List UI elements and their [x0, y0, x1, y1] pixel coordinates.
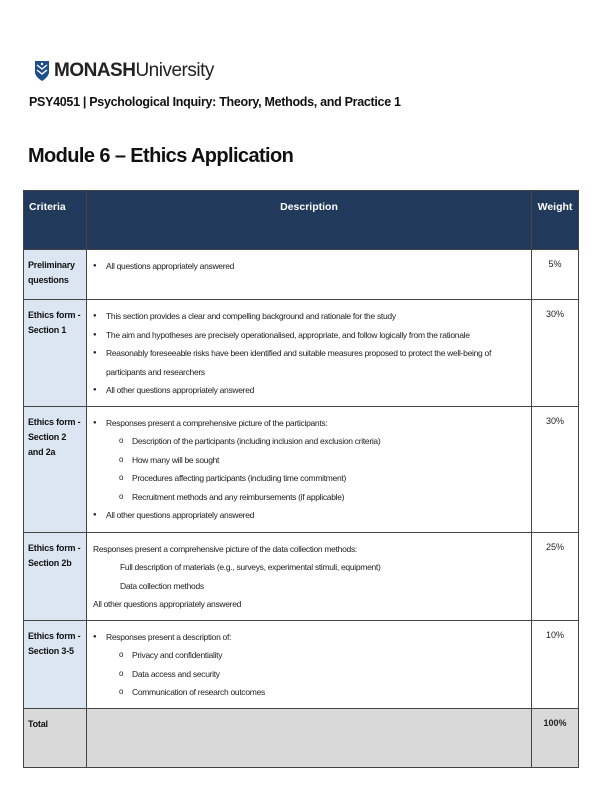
weight-cell: 30%	[532, 406, 579, 532]
monash-shield-icon	[34, 60, 50, 82]
description-line: Full description of materials (e.g., surveys, experimental stimuli, equipment)	[120, 562, 381, 572]
criteria-cell: Ethics form - Section 3-5	[24, 620, 87, 708]
list-item: ● Responses present a comprehensive picture of the participants: o Description of the participants (including inclusion and exclusion criteria) o How many will be sought o Procedures affecting participants (including time commitment) o Recruitment methods and any reimbursements (if applicable)	[93, 414, 525, 507]
weight-cell: 25%	[532, 532, 579, 620]
header-weight: Weight	[532, 191, 579, 250]
description-cell	[87, 532, 532, 620]
description-line: All other questions appropriately answered	[93, 599, 242, 609]
sub-list-item: o How many will be sought	[119, 451, 525, 470]
list-item: ● All other questions appropriately answered	[93, 381, 525, 400]
description-cell	[87, 300, 532, 407]
criteria-cell: Ethics form - Section 2 and 2a	[24, 406, 87, 532]
weight-cell: 30%	[532, 300, 579, 407]
description-cell	[87, 620, 532, 708]
table-row	[24, 620, 579, 708]
sub-list-item: o Privacy and confidentiality	[119, 646, 525, 665]
table-row	[24, 300, 579, 407]
sub-list-item: o Procedures affecting participants (including time commitment)	[119, 469, 525, 488]
total-label: Total	[24, 708, 87, 767]
header-criteria: Criteria	[24, 191, 87, 250]
sub-list-item: o Recruitment methods and any reimbursements (if applicable)	[119, 488, 525, 507]
header-description: Description	[87, 191, 532, 250]
criteria-cell: Ethics form - Section 2b	[24, 532, 87, 620]
logo-wordmark: MONASHUniversity	[54, 60, 214, 81]
description-cell	[87, 406, 532, 532]
weight-cell: 10%	[532, 620, 579, 708]
total-description	[87, 708, 532, 767]
total-row	[24, 708, 579, 767]
description-cell	[87, 250, 532, 300]
monash-logo	[34, 60, 214, 82]
weight-cell: 5%	[532, 250, 579, 300]
total-weight: 100%	[532, 708, 579, 767]
table-row	[24, 532, 579, 620]
list-item: ● Reasonably foreseeable risks have been identified and suitable measures proposed to protect the well-being of participants and researchers	[93, 344, 525, 381]
list-item: ● This section provides a clear and compelling background and rationale for the study	[93, 307, 525, 326]
sub-list-item: o Description of the participants (including inclusion and exclusion criteria)	[119, 432, 525, 451]
page-title: Module 6 – Ethics Application	[28, 145, 294, 167]
table-header-row	[24, 191, 579, 250]
list-item: ● Responses present a description of: o Privacy and confidentiality o Data access and security o Communication of research outcomes	[93, 628, 525, 702]
list-item: ● All questions appropriately answered	[93, 257, 525, 276]
list-item: ● The aim and hypotheses are precisely operationalised, appropriate, and follow logically from the rationale	[93, 326, 525, 345]
course-title: PSY4051 | Psychological Inquiry: Theory, Methods, and Practice 1	[29, 95, 401, 109]
sub-list-item: o Communication of research outcomes	[119, 683, 525, 702]
description-line: Data collection methods	[120, 580, 204, 591]
list-item: ● All other questions appropriately answered	[93, 506, 525, 525]
table-row	[24, 406, 579, 532]
description-lead: Responses present a comprehensive picture of the data collection methods:	[93, 543, 357, 554]
criteria-cell: Preliminary questions	[24, 250, 87, 300]
criteria-cell: Ethics form - Section 1	[24, 300, 87, 407]
sub-list-item: o Data access and security	[119, 665, 525, 684]
table-row	[24, 250, 579, 300]
rubric-table	[23, 190, 579, 768]
